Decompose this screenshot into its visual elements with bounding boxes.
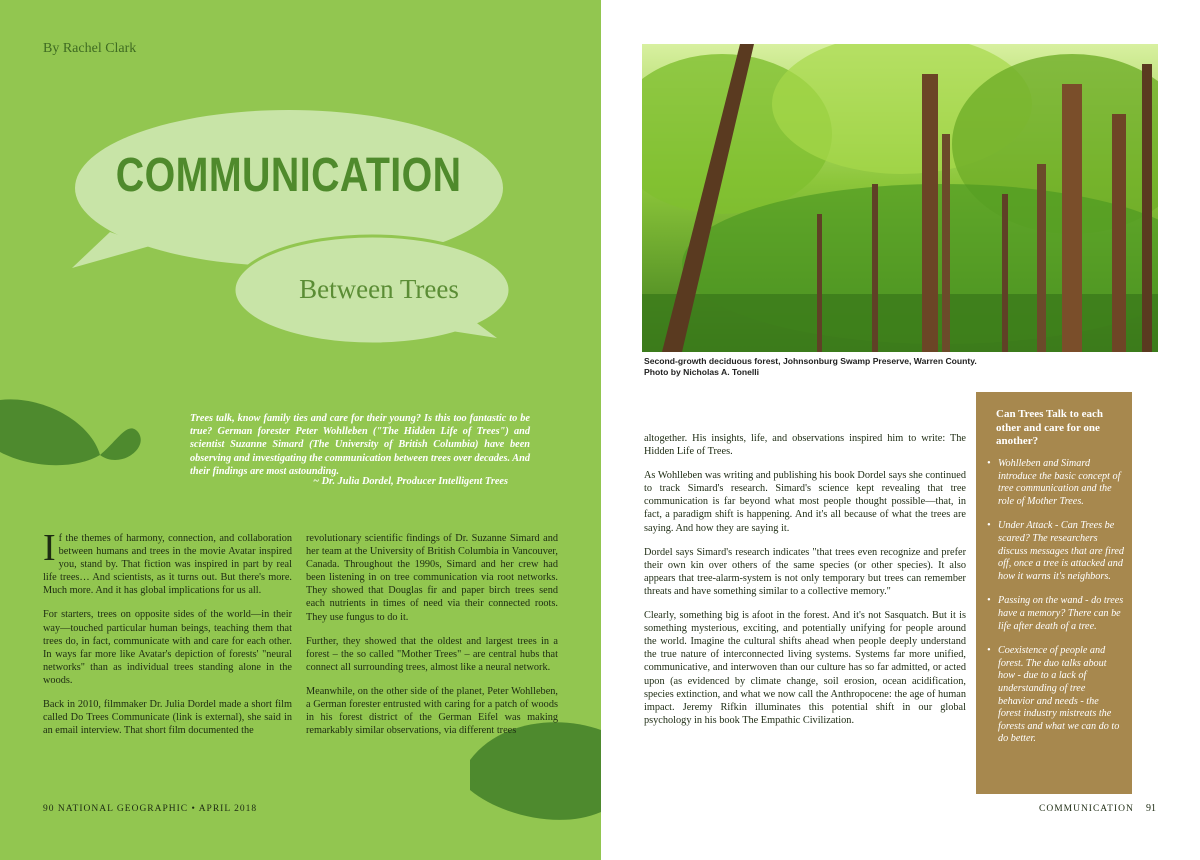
sidebar-item-text: Passing on the wand - do trees have a memory? There can be life after death of a tree. [998,595,1124,632]
paragraph: As Wohlleben was writing and publishing his book Dordel says she continued to track Simard's research. Simard's science kept revealing that tree communication is far beyond what most people thought possible—that, in fact, a paradigm shift is happening. And it's all because of what the trees are saying. And how they are saying it. [644,470,966,534]
paragraph: Back in 2010, filmmaker Dr. Julia Dordel made a short film called Do Trees Communicate (link is external), she said in an email interview. That short film documented the [43,699,292,737]
paragraph: For starters, trees on opposite sides of the world—in their way—touched particular human beings, teaching them that trees do, in fact, communicate with and care for each other. In ways far more like Avatar's depiction of forests' "neural networks" than as individual trees standing alone in the woods. [43,609,292,686]
paragraph: revolutionary scientific findings of Dr. Suzanne Simard and her team at the University of British Columbia in Vancouver, Canada. Throughout the 1990s, Simard and her crew had been listening in on tree communication via root networks. They showed that Douglas fir and paper birch trees send each nutrients in times of need via their connected roots. They use fungus to do it. [306,533,558,623]
sidebar-list [984,458,1124,758]
folio: 90 NATIONAL GEOGRAPHIC • APRIL 2018 [43,804,258,814]
article-title: COMMUNICATION [115,149,462,202]
paragraph: Further, they showed that the oldest and largest trees in a forest – the so called "Mother Trees" – are central hubs that connect all surrounding trees, almost like a neural network. [306,635,558,673]
photo-credit: Photo by Nicholas A. Tonelli [644,366,760,377]
paragraph: Dordel says Simard's research indicates "that trees even recognize and prefer their own kin over others of the same species (or other species). It also appears that tree-alarm-system is not only temporary but trees can remember threats and have something similar to a collective memory." [644,546,966,597]
page-number: 91 [1146,803,1156,814]
drop-cap: I [43,527,56,569]
sidebar-list-item: • Under Attack - Can Trees be scared? The researchers discuss messages that are fired off, once a tree is attacked and how it warns it's neighbors. [987,520,1125,582]
leaf-icon [0,399,141,465]
paragraph: f the themes of harmony, connection, and collaboration between humans and trees in the movie Avatar inspired you, stand by. That fiction was inspired in part by real life trees… And scientists, as it turns out. But there's more. Much more. And it has global implications for us all. [43,533,292,597]
forest-photo [642,44,1158,352]
pull-quote: Trees talk, know family ties and care for their young? Is this too fantastic to be true? German forester Peter Wohlleben ("The Hidden Life of Trees") and scientist Suzanne Simard (The University of British Columbia) have been observing and investigating the communication between trees over decades. And their findings are most astounding. [190,413,530,477]
photo-caption [644,356,1064,377]
sidebar-list-item: • Passing on the wand - do trees have a memory? There can be life after death of a tree. [987,595,1124,632]
paragraph: Meanwhile, on the other side of the planet, Peter Wohlleben, a German forester entrusted with caring for a patch of woods in his forest district of the German Eifel was making remarkably similar observations, via different trees [306,685,558,737]
byline: By Rachel Clark [43,41,137,56]
body-column-1 [43,527,292,748]
body-column-2 [306,532,558,748]
paragraph: altogether. His insights, life, and observations inspired him to write: The Hidden Life of Trees. [644,433,966,458]
paragraph: Clearly, something big is afoot in the forest. And it's not Sasquatch. But it is something mysterious, exciting, and potentially unifying for people around the world. Imagine the cultural shifts ahead when people deeply understand the true nature of interconnected living systems. Systems far more unified, communicative, and interwoven than our culture has so far admitted, or acted upon (as evidenced by climate change, soil erosion, ocean acidification, species extinction, and what we now call the Anthropocene: the age of human impact. Jeremy Rifkin illuminates this potential shift in our global psychology in his book The Empathic Civilization. [644,610,966,726]
sidebar-title: Can Trees Talk to each other and care for one another? [996,408,1103,447]
sidebar-item-text: Under Attack - Can Trees be scared? The researchers discuss messages that are fired off, once a tree is attacked and how it warns it's neighbors. [998,520,1125,582]
body-column-3 [644,432,966,738]
right-page [601,0,1200,860]
caption-line: Second-growth deciduous forest, Johnsonburg Swamp Preserve, Warren County. [644,356,977,366]
sidebar-item-text: Wohlleben and Simard introduce the basic concept of tree communication and the role of Mother Trees. [998,458,1121,507]
sidebar-list-item: • Coexistence of people and forest. The duo talks about how - due to a lack of understanding of tree behavior and needs - the forest industry mistreats the forests and what we can do to do better. [987,645,1120,745]
folio: COMMUNICATION [1039,804,1134,814]
pull-quote-attribution: ~ Dr. Julia Dordel, Producer Intelligent Trees [313,476,508,487]
sidebar-box [976,392,1132,794]
article-subtitle: Between Trees [299,274,459,304]
sidebar-item-text: Coexistence of people and forest. The duo talks about how - due to a lack of understanding of tree behavior and needs - the forest industry mistreats the forests and what we can do to do better. [998,645,1120,745]
sidebar-list-item: • Wohlleben and Simard introduce the basic concept of tree communication and the role of Mother Trees. [987,458,1121,507]
